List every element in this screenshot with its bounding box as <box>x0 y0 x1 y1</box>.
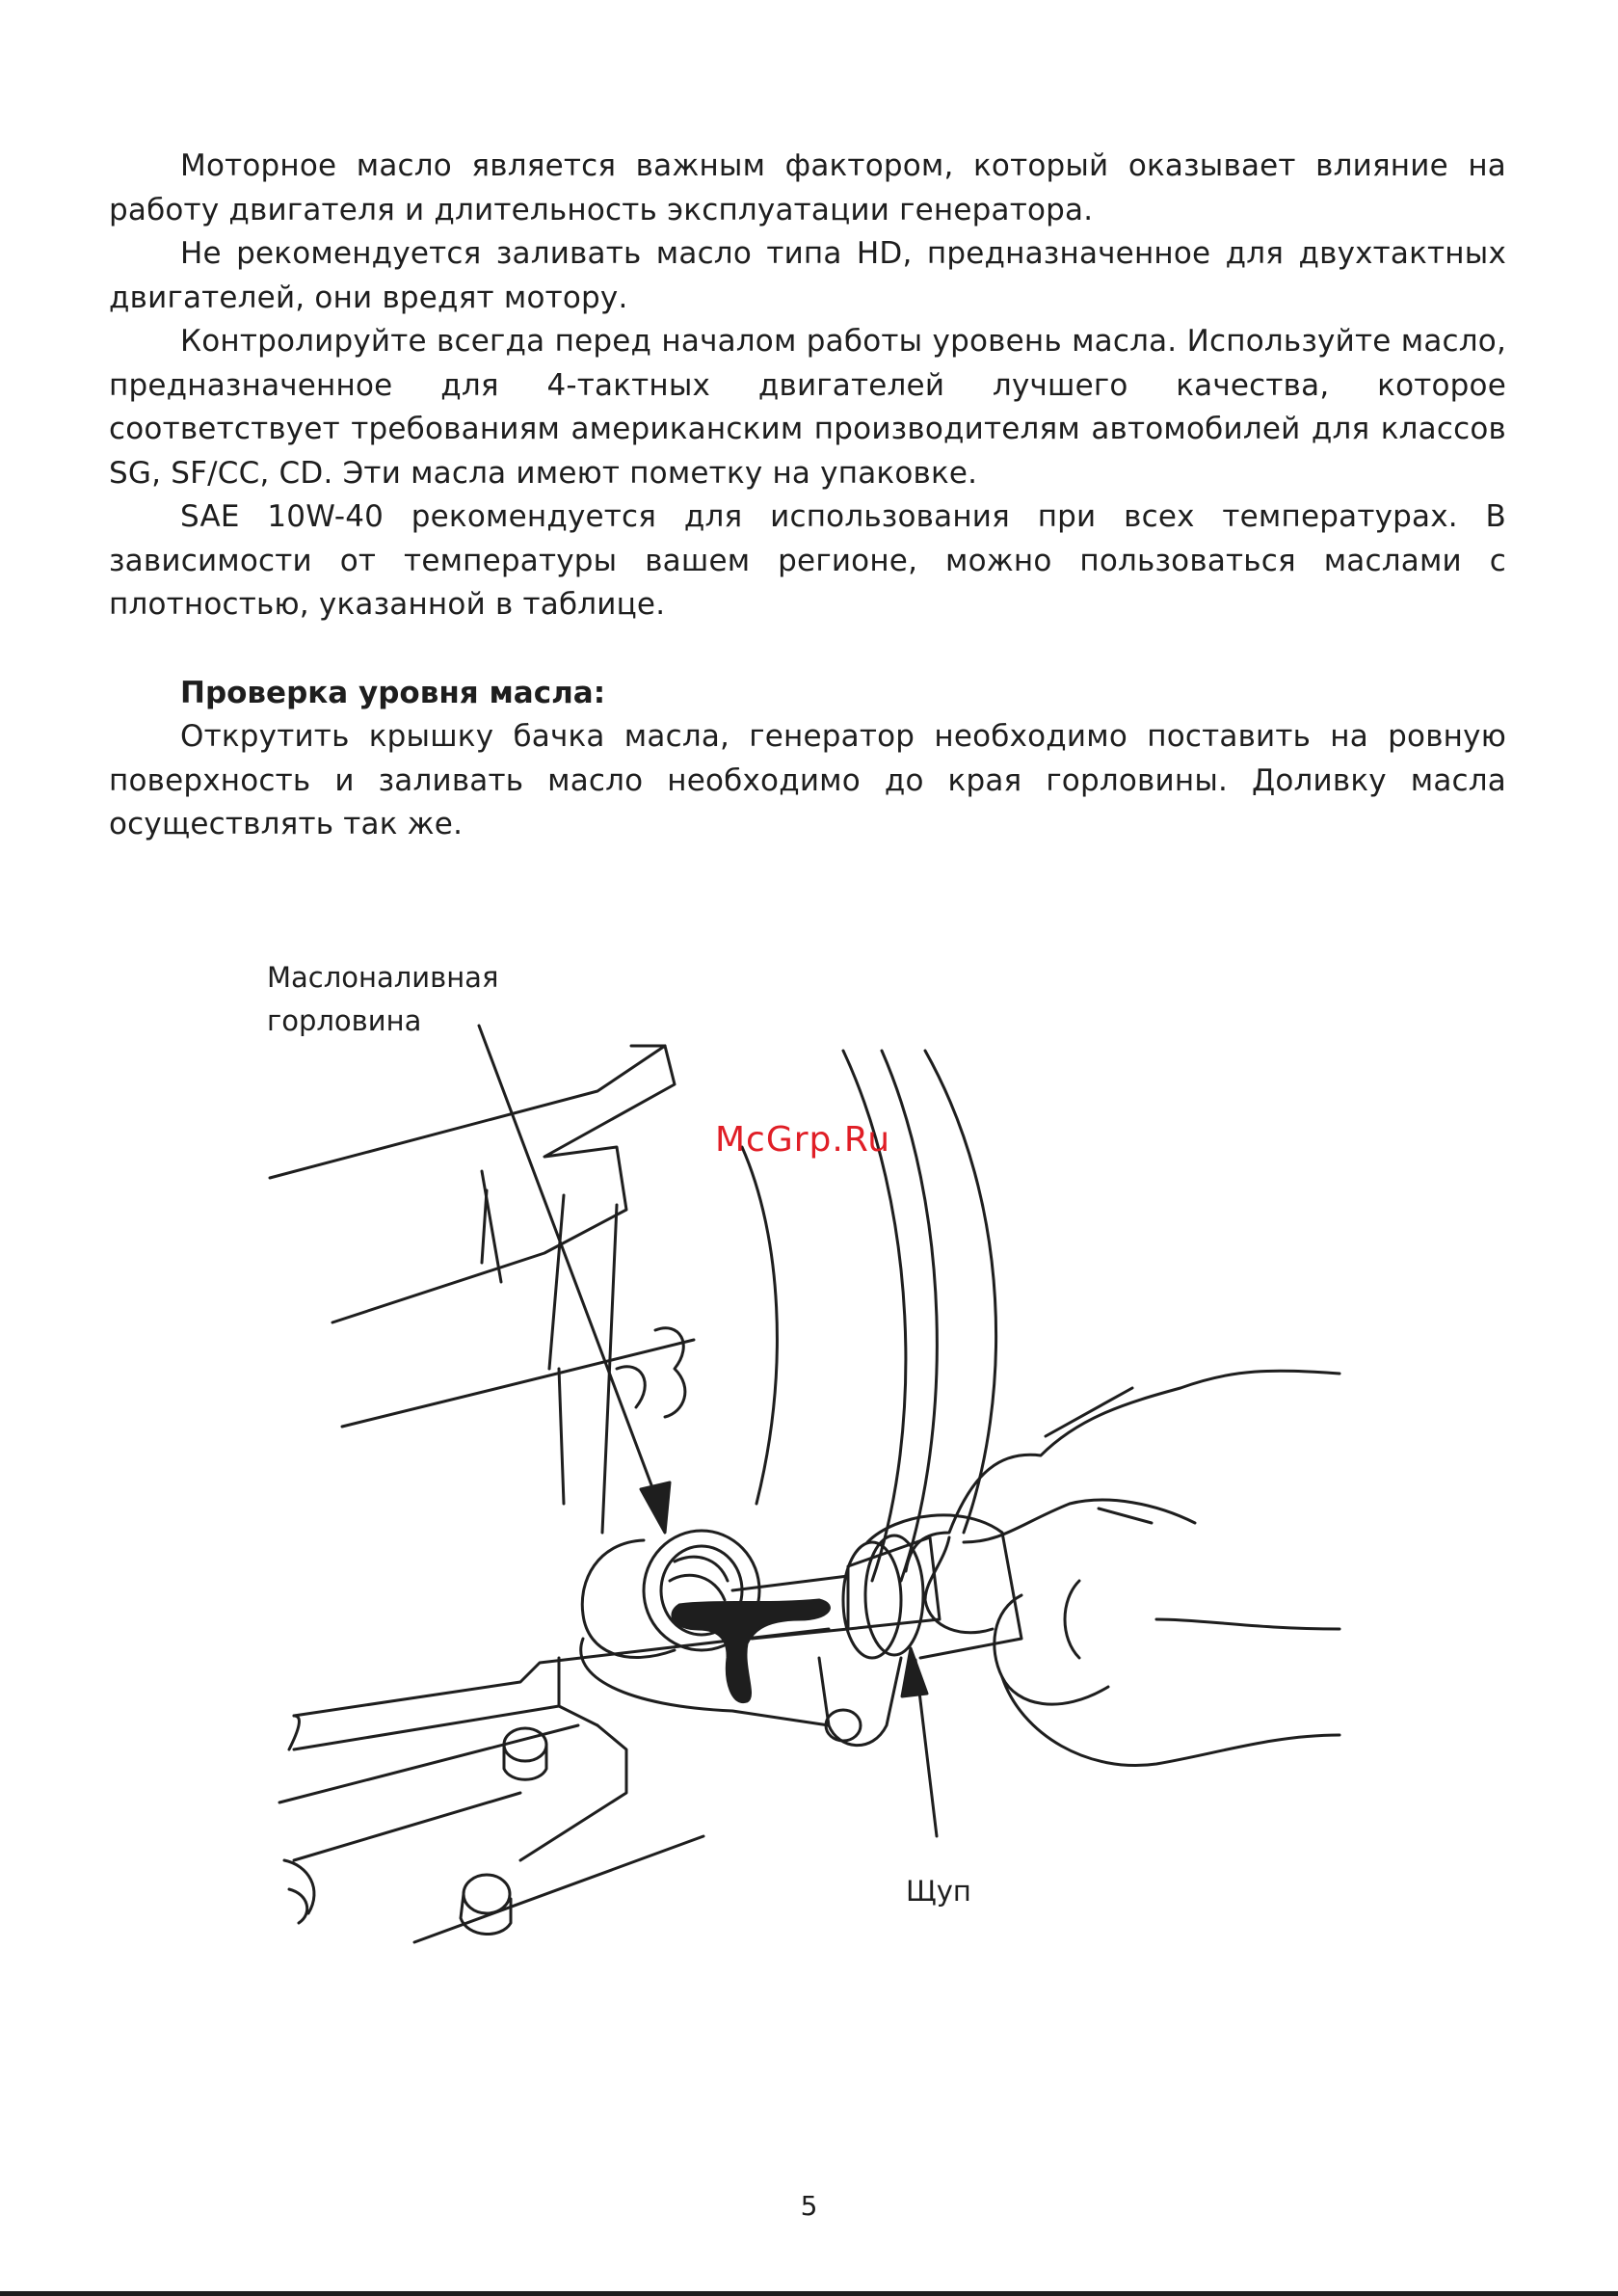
page-number: 5 <box>800 2190 818 2222</box>
paragraph-hd-oil-warning: Не рекомендуется заливать масло типа HD, предназначенное для двухтактных двигателей, они вредят мотору. <box>109 236 1506 315</box>
paragraph-sae-grade: SAE 10W-40 рекомендуется для использования при всех температурах. В зависимости от температуры вашем регионе, можно пользоваться маслами с плотностью, указанной в таблице. <box>109 499 1506 622</box>
engine-outline <box>270 1046 1152 1942</box>
label-oil-filler-neck: Маслоналивная горловина <box>267 961 499 1037</box>
watermark: McGrp.Ru <box>715 1120 891 1160</box>
hand-holding-dipstick <box>906 1371 1339 1765</box>
bottom-rule <box>0 2291 1618 2296</box>
label-dipstick: Щуп <box>906 1875 971 1908</box>
paragraph-oil-level-procedure: Открутить крышку бачка масла, генератор необходимо поставить на ровную поверхность и заливать масло необходимо до края горловины. Доливку масла осуществлять так же. <box>109 719 1506 841</box>
section-heading: Проверка уровня масла: <box>180 675 606 710</box>
paragraph-oil-check: Контролируйте всегда перед началом работы уровень масла. Используйте масло, предназначенное для 4-тактных двигателей лучшего качества, которое соответствует требованиям американским производителям автомобилей для классов SG, SF/CC, CD. Эти масла имеют пометку на упаковке. <box>109 324 1506 491</box>
paragraph-engine-oil: Моторное масло является важным фактором, который оказывает влияние на работу двигателя и длительность эксплуатации генератора. <box>109 148 1506 227</box>
